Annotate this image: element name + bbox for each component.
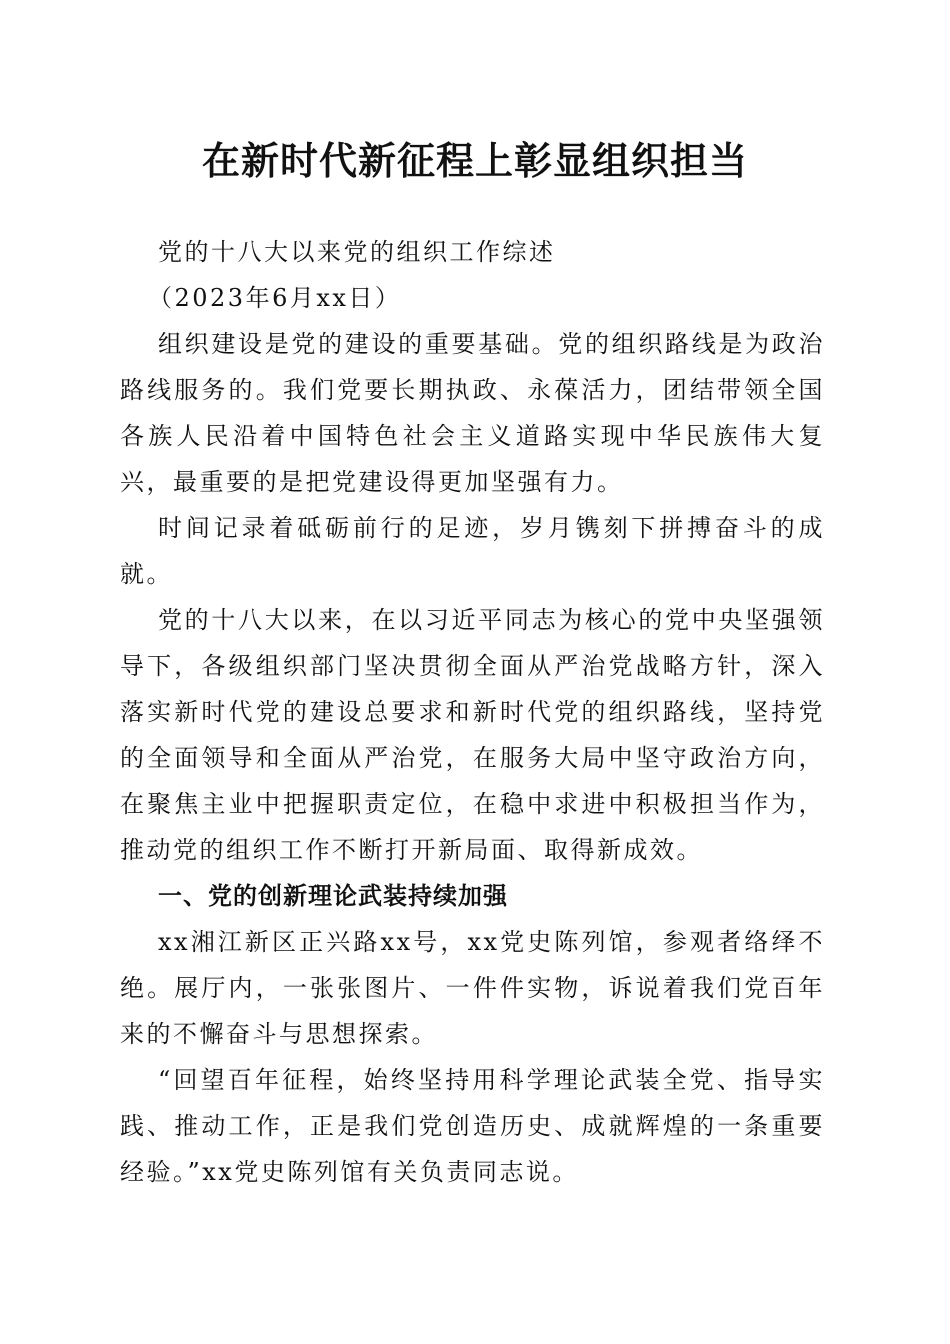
document-title: 在新时代新征程上彰显组织担当: [201, 138, 748, 183]
paragraph-quote: “回望百年征程，始终坚持用科学理论武装全党、指导实践、推动工作，正是我们党创造历史、成就辉煌的一条重要经验。”xx党史陈列馆有关负责同志说。: [120, 1066, 825, 1186]
document-date: （2023年6月xx日）: [148, 284, 402, 312]
paragraph-intro: 组织建设是党的建设的重要基础。党的组织路线是为政治路线服务的。我们党要长期执政、永葆活力，团结带领全国各族人民沿着中国特色社会主义道路实现中华民族伟大复兴，最重要的是把党建设得更加坚强有力。: [120, 330, 825, 496]
document-subtitle: 党的十八大以来党的组织工作综述: [158, 238, 556, 266]
paragraph-time: 时间记录着砥砺前行的足迹，岁月镌刻下拼搏奋斗的成就。: [120, 514, 825, 588]
paragraph-museum: xx湘江新区正兴路xx号，xx党史陈列馆，参观者络绎不绝。展厅内，一张张图片、一件件实物，诉说着我们党百年来的不懈奋斗与思想探索。: [120, 928, 825, 1048]
document-body: [120, 229, 825, 1195]
paragraph-since-18th: 党的十八大以来，在以习近平同志为核心的党中央坚强领导下，各级组织部门坚决贯彻全面从严治党战略方针，深入落实新时代党的建设总要求和新时代党的组织路线，坚持党的全面领导和全面从严治党，在服务大局中坚守政治方向，在聚焦主业中把握职责定位，在稳中求进中积极担当作为，推动党的组织工作不断打开新局面、取得新成效。: [120, 606, 825, 864]
section-heading: 一、党的创新理论武装持续加强: [158, 882, 508, 910]
